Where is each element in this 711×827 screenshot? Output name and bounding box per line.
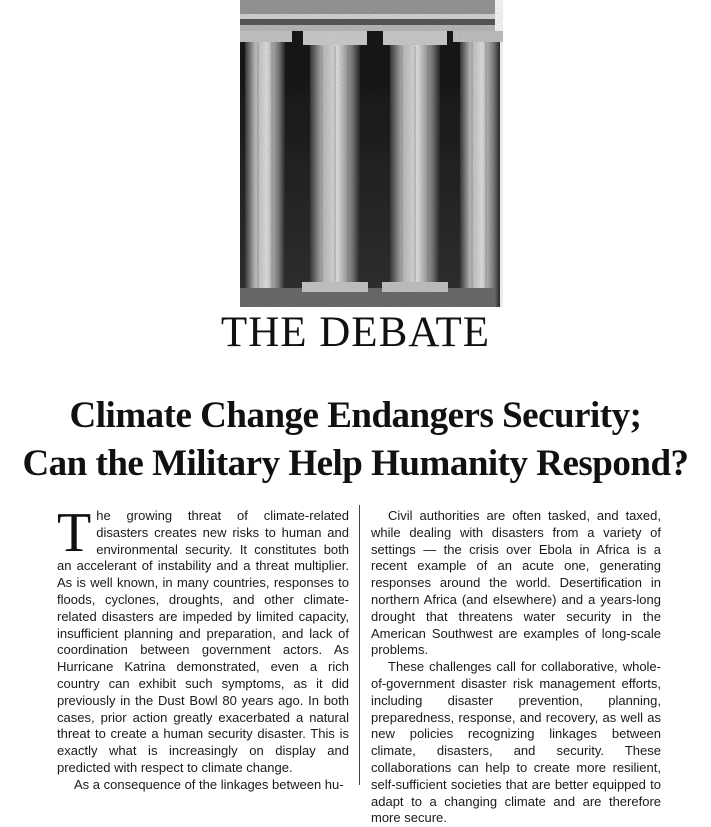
headline-line-2: Can the Military Help Humanity Respond? — [22, 443, 689, 484]
paragraph: As a consequence of the linkages between hu- — [74, 776, 344, 792]
section-title: THE DEBATE — [220, 309, 491, 356]
columns-photo — [240, 0, 495, 307]
paragraph: Civil authorities are often tasked, and taxed, while dealing with disasters from a variety of settings — the crisis over Ebola in Africa is a recent example of an acute one, generating responses around the world. Desertification in northern Africa (and elsewhere) and a years-long drought that threatens water security in the American Southwest are examples of long-scale problems. — [371, 508, 661, 658]
column-divider — [359, 505, 360, 785]
headline-line-1: Climate Change Endangers Security; — [69, 395, 642, 436]
paragraph — [57, 502, 349, 777]
classical-columns-icon — [240, 0, 495, 307]
paragraph: These challenges call for collaborative, whole-of-government disaster risk management efforts, including disaster prevention, planning, preparedness, response, and recovery, as well as new policies recognizing linkages between climate, disasters, and security. These collaborations can help to create more resilient, self-sufficient societies that are better equipped to adapt to a changing climate and are therefore more secure. — [371, 659, 661, 826]
article-column-left — [57, 502, 349, 792]
paragraph-text: he growing threat of climate-related disasters creates new risks to human and environmental security. It constitutes both an accelerant of instability and a threat multiplier. As is well known, in many countries, responses to floods, cyclones, droughts, and other climate-related disasters are impeded by limited capacity, insufficient planning and preparation, and lack of coordination between government actors. As Hurricane Katrina demonstrated, even a rich country can exhibit such symptoms, as it did previously in the Dust Bowl 80 years ago. In both cases, prior action greatly exacerbated a natural threat to create a human security disaster. This is exactly what is increasingly on display and predicted with respect to climate change. — [57, 508, 349, 775]
drop-cap: T — [57, 502, 92, 564]
article-headline — [0, 392, 711, 488]
article-column-right — [371, 508, 661, 826]
